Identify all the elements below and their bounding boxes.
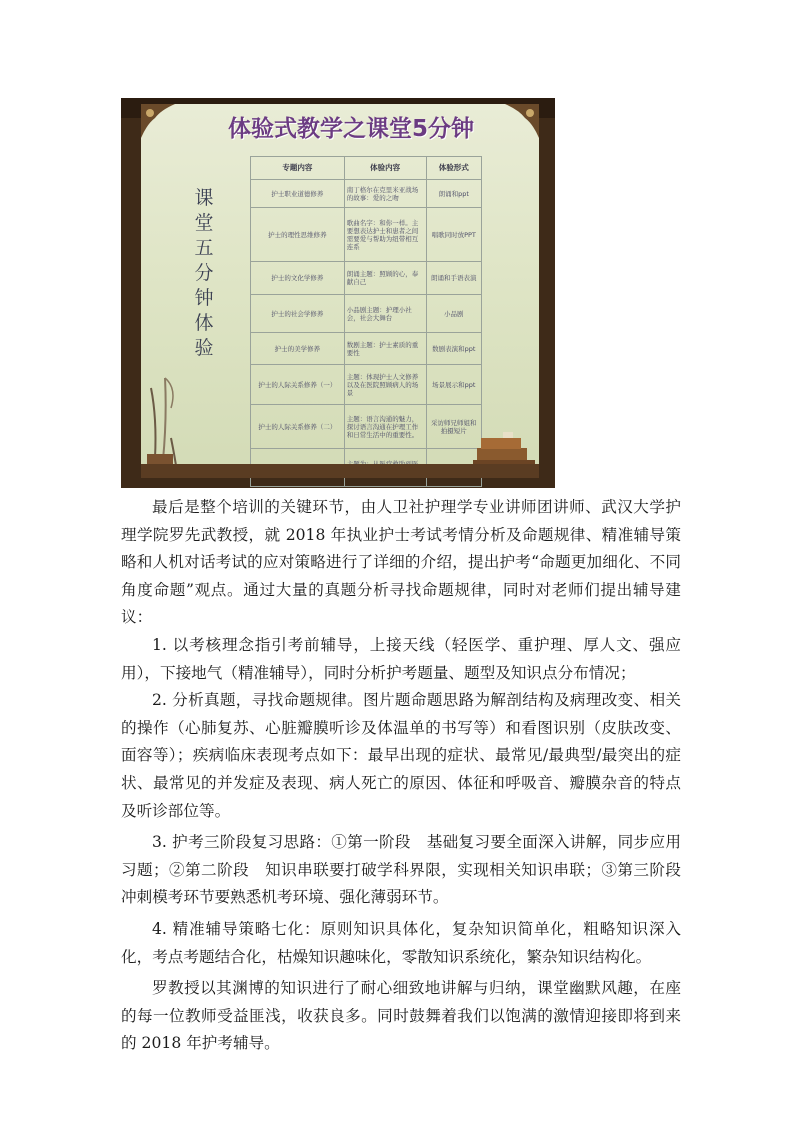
point-paragraph-3: 3. 护考三阶段复习思路：①第一阶段 基础复习要全面深入讲解，同步应用习题；②第二阶段 知识串联要打破学科界限，实现相关知识串联；③第三阶段 冲刺模考环节要熟悉机考环境、强化薄弱环节。 (121, 833, 697, 907)
table-cell: 朗诵主题：照顾的心，奉献自己 (344, 262, 426, 295)
table-cell: 数剧表演和ppt (426, 333, 482, 365)
slide-side-label (189, 186, 219, 361)
slide-table (250, 156, 482, 487)
table-row (251, 208, 482, 262)
table-row (251, 295, 482, 333)
presentation-slide (141, 104, 539, 478)
table-header-cell: 体验形式 (426, 157, 482, 180)
table-row (251, 365, 482, 405)
point-paragraph-2: 2. 分析真题，寻找命题规律。图片题命题思路为解剖结构及病理改变、相关的操作（心肺复苏、心脏瓣膜听诊及体温单的书写等）和看图识别（皮肤改变、面容等）；疾病临床表现考点如下：最早出现的症状、最常见/最典型/最突出的症状、最常见的并发症及表现、病人死亡的原因、体征和呼吸音、瓣膜杂音的特点及听诊部位等。 (121, 691, 681, 820)
table-cell: 唱歌同时放PPT (426, 208, 482, 262)
table-row (251, 262, 482, 295)
slide-photo (121, 98, 555, 488)
side-label-char: 钟 (194, 287, 214, 309)
side-label-char: 分 (194, 262, 214, 284)
closing-paragraph: 罗教授以其渊博的知识进行了耐心细致地讲解与归纳，课堂幽默风趣，在座的每一位教师受益匪浅，收获良多。同时鼓舞着我们以饱满的激情迎接即将到来的 2018 年护考辅导。 (121, 979, 681, 1053)
corner-ornament-icon (505, 104, 539, 138)
table-header-cell: 体验内容 (344, 157, 426, 180)
table-row (251, 405, 482, 449)
table-header-cell: 专题内容 (251, 157, 345, 180)
table-cell: 护士的文化学修养 (251, 262, 345, 295)
table-cell: 歌曲名字：和你一样。主要想表达护士和患者之间需要爱与帮助为纽带相互连系 (344, 208, 426, 262)
table-cell: 护士的社会学修养 (251, 295, 345, 333)
table-cell: 小品剧 (426, 295, 482, 333)
side-label-char: 课 (194, 187, 214, 209)
slide-bottom-border (141, 464, 539, 478)
table-row (251, 333, 482, 365)
intro-paragraph: 最后是整个培训的关键环节，由人卫社护理学专业讲师团讲师、武汉大学护理学院罗先武教授，就 2018 年执业护士考试考情分析及命题规律、精准辅导策略和人机对话考试的应对策略进行了详细的介绍，提出护考“命题更加细化、不同角度命题”观点。通过大量的真题分析寻找命题规律，同时对老师们提出辅导建议： (121, 498, 681, 627)
table-cell: 主题：语言沟通的魅力，探讨语言沟通在护理工作和日常生活中的重要性。 (344, 405, 426, 449)
table-cell: 数剧主题：护士素质的重要性 (344, 333, 426, 365)
table-cell: 采访师兄师姐和拍摄短片 (426, 405, 482, 449)
corner-ornament-icon (141, 104, 175, 138)
side-label-char: 体 (194, 312, 214, 334)
point-paragraph-4: 4. 精准辅导策略七化：原则知识具体化，复杂知识简单化，粗略知识深入化，考点考题结合化，枯燥知识趣味化，零散知识系统化，繁杂知识结构化。 (121, 919, 681, 966)
table-cell: 护士职业道德修养 (251, 180, 345, 208)
side-label-char: 五 (194, 237, 214, 259)
table-cell: 南丁格尔在克里米亚战场的故事：爱的之吻 (344, 180, 426, 208)
table-row (251, 180, 482, 208)
quill-inkpot-icon (141, 368, 197, 478)
table-cell: 护士的人际关系修养（一） (251, 365, 345, 405)
slide-title: 体验式教学之课堂5分钟 (227, 116, 474, 142)
table-cell: 护士的美学修养 (251, 333, 345, 365)
table-cell: 护士的人际关系修养（二） (251, 405, 345, 449)
table-cell: 主题：体现护士人文修养以及在医院照顾病人的场景 (344, 365, 426, 405)
table-cell: 朗诵和手语表演 (426, 262, 482, 295)
table-cell: 朗诵和ppt (426, 180, 482, 208)
table-cell: 小品剧主题：护理小社会，社会大舞台 (344, 295, 426, 333)
side-label-char: 堂 (194, 212, 214, 234)
table-cell: 护士的理性思维修养 (251, 208, 345, 262)
article-body (121, 494, 697, 1058)
point-paragraph-1: 1. 以考核理念指引考前辅导，上接天线（轻医学、重护理、厚人文、强应用），下接地气（精准辅导），同时分析护考题量、题型及知识点分布情况； (121, 635, 681, 682)
table-header-row (251, 157, 482, 180)
side-label-char: 验 (194, 337, 214, 359)
table-cell: 场景展示和ppt (426, 365, 482, 405)
